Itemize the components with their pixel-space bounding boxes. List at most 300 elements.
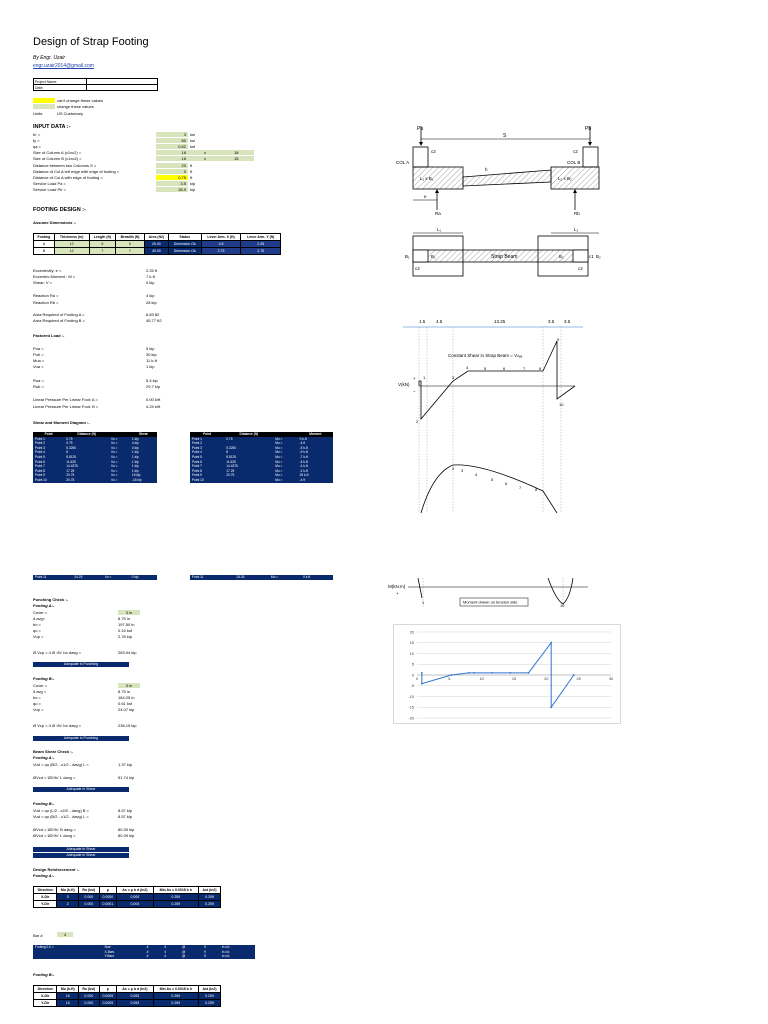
footing-cell: 25.00 (144, 241, 168, 248)
check-label: d avg = (33, 689, 47, 694)
table-cell: 17.25 (226, 468, 235, 473)
table-cell: in c/c (221, 945, 230, 949)
input-unit: ft (190, 162, 193, 168)
table-cell: Vu = (110, 441, 118, 446)
point-number: 6 (503, 366, 506, 371)
factored-label: Pua = (33, 346, 44, 351)
check-value: 197.50 in (118, 622, 135, 627)
table-header: Moment (298, 432, 333, 437)
project-name-label: Project Name: (34, 79, 87, 85)
factored-label: Vua = (33, 364, 44, 369)
reinf-cell: 0.259 (199, 894, 221, 901)
moment-point-number: 5 (491, 477, 494, 482)
footing-header: Lever Arm- Y (ft) (241, 234, 281, 241)
table-cell: Vu = (110, 454, 118, 459)
input-value[interactable]: 0 (156, 169, 188, 174)
table-header: Point (190, 432, 224, 437)
legend-change: change these values (57, 104, 94, 109)
c2-label-a: c2 (431, 149, 436, 154)
table-cell: 0 kip (131, 575, 139, 579)
reinf-cell: X-Dir (34, 993, 57, 1000)
reinf-cell: 0.000 (79, 901, 99, 908)
phi-value: 283.94 kip (118, 650, 137, 655)
factored-label: Rua = (33, 378, 44, 383)
reinf-header: Ru (ksi) (79, 986, 99, 993)
data-point (573, 674, 575, 676)
s-label: S (503, 133, 507, 139)
table-row (34, 248, 281, 255)
table-cell: Point 9 (192, 473, 202, 478)
check-label: ØVcd = Ø2√fc' L davg = (33, 833, 76, 838)
check-value: 184.25 in (118, 695, 135, 700)
punching-b-label: Footing B:- (33, 676, 55, 681)
check-label: bo = (33, 622, 41, 627)
input-value[interactable]: 60 (156, 138, 188, 143)
table-cell: 1 kip (131, 454, 139, 459)
table-row (33, 478, 157, 483)
moment-point-number: 2 (452, 466, 455, 471)
result-value: 0 kip (146, 280, 155, 285)
moment-point-number: 6 (505, 481, 508, 486)
input-value[interactable]: 20 (156, 163, 188, 168)
result-label: Area Required of Footing A = (33, 312, 85, 317)
bar-value[interactable]: 4 (57, 932, 73, 937)
table-cell: Footing 0.0 = (35, 945, 54, 949)
check-value: 2.78 kip (118, 634, 133, 639)
reinf-header: ρ (99, 887, 117, 894)
table-cell: 9 (204, 954, 206, 959)
x-tick-label: 20 (544, 677, 549, 681)
input-unit: kip (190, 186, 196, 192)
factored-value: 1 kip (146, 364, 155, 369)
footing-cell[interactable]: 12 (54, 241, 89, 248)
point-number: 9 (557, 337, 560, 342)
pb-label: Pb (585, 126, 592, 132)
table-cell: Point 5 (35, 454, 45, 459)
table-cell: -4 ft (299, 477, 306, 482)
table-cell: -15 kip (131, 477, 142, 482)
moment-sketch-bottom (388, 578, 608, 613)
result-value: 7 k-ft (146, 274, 155, 279)
check-label: Vud = qu (B/2 - c1/2 - davg) L = (33, 814, 89, 819)
footing-cell: B (34, 248, 55, 255)
y-tick-label: -5 (410, 684, 414, 689)
moment-point-labels (452, 466, 538, 492)
table-cell: Point 8 (192, 468, 202, 473)
beamshear-b-label: Footing B:- (33, 801, 55, 806)
check-label: Cover = (33, 610, 48, 615)
check-label: qu = (33, 701, 41, 706)
result-value: 4 kip (146, 293, 155, 298)
table-cell: 8.8125 (226, 454, 237, 459)
data-point (528, 672, 530, 674)
check-value[interactable]: 3 in (118, 610, 140, 615)
sign-plus: + (413, 376, 416, 381)
factored-value: 5 kip (146, 346, 155, 351)
table-cell: Vu = (110, 459, 118, 464)
y-tick-label: -15 (408, 705, 414, 710)
input-value[interactable]: 18 (156, 156, 188, 161)
shear-table (33, 432, 157, 483)
table-cell: -7 k-ft (299, 454, 308, 459)
footing-cell: A (34, 241, 55, 248)
data-point (468, 672, 470, 674)
moment-note: Moment drawn on tension side (463, 599, 518, 605)
table-header: Point (33, 432, 64, 437)
reinf-header: Ru (ksi) (79, 887, 99, 894)
point-number: 4 (466, 365, 469, 370)
check-value[interactable]: 3 in (118, 683, 140, 688)
reinf-cell: 0.053 (117, 1000, 153, 1007)
sign-minus: − (413, 389, 416, 394)
table-cell: -6 k-ft (299, 459, 308, 464)
factored-label: Pub = (33, 352, 44, 357)
table-cell: 9 (204, 945, 206, 949)
reinf-cell: 0.0000 (99, 894, 117, 901)
reinf-header: As = ρ b d (in2) (117, 986, 153, 993)
assume-label: Assume Dimensions :- (33, 220, 77, 225)
x-tick-label: 25 (576, 677, 581, 681)
input-value[interactable]: 18 (156, 150, 188, 155)
footing-header: Length (ft) (89, 234, 116, 241)
table-cell: 1 kip (131, 468, 139, 473)
beamshear-a-status: Adequate in Shear (33, 787, 129, 792)
phi-value: 236.15 kip (118, 723, 137, 728)
table-cell: 17.25 (66, 468, 75, 473)
table-row (34, 894, 221, 901)
date-value[interactable] (87, 85, 158, 91)
table-cell: Mu = (275, 473, 283, 478)
table-cell: Point 1 (35, 436, 45, 441)
input-label: Service Load Pa = (33, 180, 66, 186)
input-x: x (204, 156, 206, 162)
reinf-cell: 2 (57, 901, 79, 908)
table-cell: Mu = (275, 468, 283, 473)
input-value[interactable]: 3.5 (156, 181, 188, 186)
table-cell: Point 11 (192, 575, 204, 579)
reinf-cell: 0.259 (199, 993, 221, 1000)
data-point (451, 674, 453, 676)
y-tick-label: 15 (409, 641, 414, 646)
check-label: bo = (33, 695, 41, 700)
mkn-label: M(kN.m) (388, 584, 406, 589)
result-value: 6.83 ft2 (146, 312, 160, 317)
table-cell: Point 3 (35, 445, 45, 450)
table-cell: Point 7 (35, 464, 45, 469)
table-cell: Point 6 (192, 459, 202, 464)
table-cell: Mu = (270, 575, 279, 579)
beamshear-b-status-2: Adequate in Shear (33, 853, 129, 858)
check-value: 51.74 kip (118, 775, 135, 780)
result-label: Shear: V = (33, 280, 53, 285)
ra-label: Ra (435, 211, 441, 216)
footing-cell[interactable]: 5 (89, 241, 116, 248)
phi-label: Ø Vcp = 4 Ø √fc' bo davg = (33, 650, 82, 655)
reinf-header: Min As = 0.0018 b h (153, 986, 198, 993)
footing-header: Status (168, 234, 201, 241)
reinf-header: Direction (34, 887, 57, 894)
reinf-heading: Design Reinforcement :- (33, 867, 80, 872)
input-value[interactable]: 3 (156, 132, 188, 137)
y-tick-label: 20 (409, 630, 414, 635)
table-cell: -2 k-ft (299, 468, 308, 473)
reinf-header: Direction (34, 986, 57, 993)
column-b-plan (573, 250, 588, 262)
table-cell: 24.25 (236, 575, 245, 579)
table-cell: 4 kip (131, 441, 139, 446)
check-label: Vup = (33, 634, 44, 639)
author: By Engr. Uzair (33, 55, 66, 61)
input-x: x (204, 150, 206, 156)
check-label: ØVcd = Ø2√fc' B davg = (33, 827, 76, 832)
y-tick-label: 5 (411, 662, 414, 667)
table-cell: # (146, 945, 149, 949)
reinf-cell: 0.259 (199, 901, 221, 908)
table-cell: 9 (204, 949, 206, 954)
table-cell: 14.4375 (66, 464, 78, 469)
table-cell: 26 k-ft (299, 473, 309, 478)
table-cell: 0.75 (226, 436, 233, 441)
legend-yellow (33, 98, 55, 103)
factored-label: Linear Pressure Per Linear Foot: A = (33, 397, 98, 402)
input-label: Distance of Col A with edge of footing = (33, 174, 103, 180)
table-cell: @ (181, 945, 186, 949)
x-tick-label: 0 (415, 677, 419, 681)
reinf-b-table (33, 985, 221, 1007)
table-cell: in c/c (221, 954, 230, 959)
table-cell: Vu = (110, 468, 118, 473)
footing-cell: 2.75 (201, 248, 241, 255)
input-label: Size of Column A (c1xc2) = (33, 150, 82, 156)
check-value: 8.75 in (118, 689, 131, 694)
table-cell: @ (181, 949, 186, 954)
input-value-2[interactable]: 18 (234, 156, 239, 162)
reinf-cell: 0.259 (199, 1000, 221, 1007)
footing-cell: Dimension Ok (168, 241, 201, 248)
footing-cell[interactable]: 7 (116, 248, 145, 255)
input-value[interactable]: 0.75 (156, 175, 188, 180)
reinf-header: Ast (in2) (199, 986, 221, 993)
reinf-cell: 0 (57, 894, 79, 901)
table-cell: -9 k-ft (299, 450, 308, 455)
table-row (190, 478, 333, 483)
table-cell: 20.75 (66, 477, 75, 482)
input-unit: ft (190, 168, 193, 174)
moment-point-number: 7 (519, 485, 522, 490)
footing-heading: FOOTING DESIGN :- (33, 207, 86, 213)
result-label: Reaction Ra = (33, 293, 59, 298)
doc-title: Design of Strap Footing (33, 36, 149, 48)
l2-label: L₂ (574, 227, 579, 232)
check-label: ØVcd = Ø2√fc' L davg = (33, 775, 76, 780)
table-header: Distance (ft) (64, 432, 109, 437)
table-cell: 24.25 (74, 575, 83, 579)
reinf-cell: 0.000 (117, 894, 153, 901)
reinf-header: Ast (in2) (199, 887, 221, 894)
reinf-cell: 0.000 (79, 993, 99, 1000)
input-unit: ksi (190, 138, 195, 144)
footing-a-size: L₁ x B₁ (420, 176, 434, 181)
x-tick-label: 15 (511, 677, 517, 681)
reinf-cell: 0.259 (153, 894, 198, 901)
m-sign-plus: + (396, 591, 399, 596)
footing-cell[interactable]: 12 (54, 248, 89, 255)
factored-label: Mua = (33, 358, 45, 363)
footing-cell[interactable]: 5 (116, 241, 145, 248)
point-number: 1 (423, 375, 426, 380)
reinf-cell: 0.004 (117, 901, 153, 908)
table-cell: @ (181, 954, 186, 959)
table-cell: 15 kip (131, 473, 141, 478)
factored-value: 11 k-ft (146, 358, 157, 363)
factored-value: 4.24 k/ft (146, 404, 161, 409)
result-label: Eccentricity: e = (33, 268, 62, 273)
c2-plan-a: c2 (415, 266, 420, 271)
table-cell: Point 2 (35, 441, 45, 446)
check-value: 80.39 kip (118, 827, 135, 832)
m-point-10: 10 (560, 603, 565, 608)
input-value[interactable]: 0.62 (156, 144, 188, 149)
table-cell: Mu = (275, 450, 283, 455)
data-point (421, 672, 423, 674)
table-cell: Vu = (110, 436, 118, 441)
reinf-cell: Y-Dir (34, 901, 57, 908)
table-cell (33, 954, 103, 959)
footing-cell[interactable]: 7 (89, 248, 116, 255)
l1-label: L₁ (437, 227, 442, 232)
table-cell: 20.75 (226, 473, 235, 478)
reinf-cell: X-Dir (34, 894, 57, 901)
point-number: 5 (484, 366, 487, 371)
reinf-cell: 0.000 (79, 894, 99, 901)
table-cell: 8 (66, 450, 69, 455)
email-link[interactable]: engr.uzair2014@gmail.com (33, 63, 94, 69)
b1-label-2: B₁ (431, 254, 436, 259)
footing-header: Footing (34, 234, 55, 241)
input-label: Distance of Col A left edge with edge of footing = (33, 168, 120, 174)
dimension-label: 4.5 (436, 319, 443, 324)
b2-label-2: B₂ (596, 254, 601, 259)
b1-label: B₁ (405, 254, 410, 259)
phi-label: Ø Vcp = 4 Ø √fc' bo davg = (33, 723, 82, 728)
input-unit: ksi (190, 132, 195, 137)
bar-label: Bar # (33, 933, 43, 938)
beamshear-b-status-1: Adequate in Shear (33, 847, 129, 852)
input-label: fy = (33, 138, 40, 144)
footing-cell: 4.5 (201, 241, 241, 248)
table-cell: 0 kip (131, 445, 139, 450)
dimension-label: 13.25 (494, 319, 506, 324)
table-cell: 5.3250 (66, 445, 77, 450)
table-cell: Vu = (110, 477, 118, 482)
moment-point-number: 3 (461, 468, 464, 473)
input-value[interactable]: 28.9 (156, 187, 188, 192)
column-a-plan (413, 250, 428, 262)
column-a (413, 147, 428, 167)
table-cell: 5.3250 (226, 445, 237, 450)
table-cell (224, 478, 273, 483)
factored-value: 0.00 k/ft (146, 397, 161, 402)
dimension-label: 3.5 (564, 319, 571, 324)
factored-label: Rub = (33, 384, 44, 389)
shear-last-row (33, 575, 157, 580)
check-value: 8.57 kip (118, 808, 133, 813)
footing-table (33, 233, 281, 255)
table-cell: Point 4 (192, 450, 202, 455)
input-value-2[interactable]: 18 (234, 150, 239, 156)
result-label: Eccentric Moment : M = (33, 274, 76, 279)
table-cell: 0.75 (66, 436, 73, 441)
footing-header: Thickness (in) (54, 234, 89, 241)
reinf-b-label: Footing B:- (33, 972, 55, 977)
column-b (583, 147, 598, 167)
data-point (550, 642, 552, 644)
b2-label: B₂ (559, 254, 564, 259)
table-cell: Point 5 (192, 454, 202, 459)
table-cell: in c/c (221, 949, 230, 954)
result-value: 45.77 ft2 (146, 318, 162, 323)
reinf-cell: 0.000 (79, 1000, 99, 1007)
point-number: 2 (416, 419, 419, 424)
h-label: h (485, 167, 488, 172)
reinf-header: ρ (99, 986, 117, 993)
reinf-cell: 16 (57, 1000, 79, 1007)
date-label: Date: (34, 85, 87, 91)
rb-label: Rb (574, 211, 580, 216)
check-value: 8.75 in (118, 616, 131, 621)
table-cell: Point 11 (35, 575, 47, 579)
input-unit: ksf (190, 144, 196, 150)
table-cell: Mu = (275, 436, 283, 441)
table-cell: Point 3 (192, 445, 202, 450)
result-label: Reaction Rb = (33, 300, 59, 305)
check-value: 24.07 kip (118, 707, 135, 712)
table-cell: 4 (164, 949, 167, 954)
table-cell: Vu = (110, 473, 118, 478)
table-cell: 20.75 (66, 473, 75, 478)
reinf-cell: Y-Dir (34, 1000, 57, 1007)
table-cell: Size (104, 945, 111, 949)
dimension-label: 1.5 (419, 319, 426, 324)
y-tick-label: -10 (408, 694, 414, 699)
check-label: Vud = qu (L/2 - c2/2 - davg) B = (33, 808, 89, 813)
data-point (491, 672, 493, 674)
footing-header: Lever Arm- X (ft) (201, 234, 241, 241)
y-tick-label: 10 (409, 651, 414, 656)
e-label: e (424, 194, 427, 199)
footing-cell: 49.00 (144, 248, 168, 255)
result-label: Area Required of Footing B = (33, 318, 85, 323)
table-cell: Point 9 (35, 473, 45, 478)
table-cell: 8.8125 (66, 454, 77, 459)
shear-chart (393, 624, 621, 724)
check-label: qu = (33, 628, 41, 633)
c1-label: c1 (589, 254, 594, 259)
moment-last-row (190, 575, 333, 580)
x-tick-label: 5 (448, 677, 451, 681)
footing-b-size: L₂ x B₂ (558, 176, 572, 181)
table-cell: Mu = (275, 445, 283, 450)
table-cell: -9 k-ft (299, 445, 308, 450)
check-value: 1.37 kip (118, 762, 133, 767)
table-cell: 8 (226, 450, 229, 455)
input-label: Distance between two Columns S = (33, 162, 97, 168)
shear-point-labels (416, 337, 564, 424)
input-unit: kip (190, 180, 196, 186)
table-cell: Point 7 (192, 464, 202, 469)
check-label: Vup = (33, 707, 44, 712)
y-tick-label: -20 (408, 716, 414, 721)
